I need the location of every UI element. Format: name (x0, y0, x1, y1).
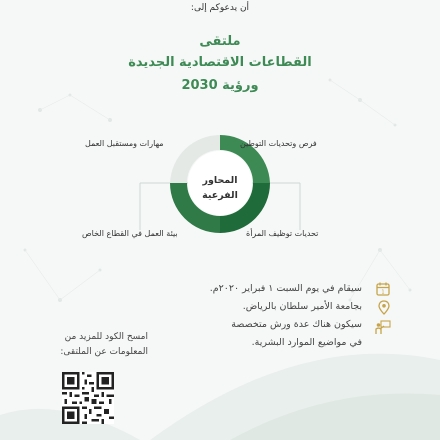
axis-private-sector: بيئة العمل في القطاع الخاص (82, 229, 178, 238)
qr-code[interactable] (62, 372, 114, 424)
calendar-icon (376, 282, 390, 296)
axis-work-skills: مهارات ومستقبل العمل (85, 139, 164, 148)
qr-caption-line1: امسح الكود للمزيد من (64, 332, 148, 342)
location-pin-icon (378, 300, 390, 315)
event-location: بجامعة الأمير سلطان بالرياض. (242, 301, 362, 312)
qr-caption-line2: المعلومات عن الملتقى: (60, 347, 148, 357)
event-title-line1: ملتقى (199, 34, 241, 49)
workshops-line2: في مواضيع الموارد البشرية. (251, 337, 362, 348)
center-label-line2: الفرعية (202, 190, 238, 201)
axes-center-label (190, 173, 250, 203)
event-title-line3: ورؤية 2030 (181, 78, 259, 93)
invitation-intro: أن يدعوكم إلى: (190, 3, 250, 13)
workshops-line1: سيكون هناك عدة ورش متخصصة (231, 319, 362, 330)
axis-women-employment: تحديات توظيف المرأة (246, 229, 319, 238)
axis-localization: فرص وتحديات التوطين (240, 139, 317, 148)
workshop-icon (375, 320, 391, 335)
center-label-line1: المحاور (202, 175, 238, 186)
svg-text:1: 1 (381, 289, 385, 296)
event-date: سيقام في يوم السبت ١ فبراير ٢٠٢٠م. (209, 283, 362, 294)
event-title-line2: القطاعات الاقتصادية الجديدة (128, 55, 312, 70)
